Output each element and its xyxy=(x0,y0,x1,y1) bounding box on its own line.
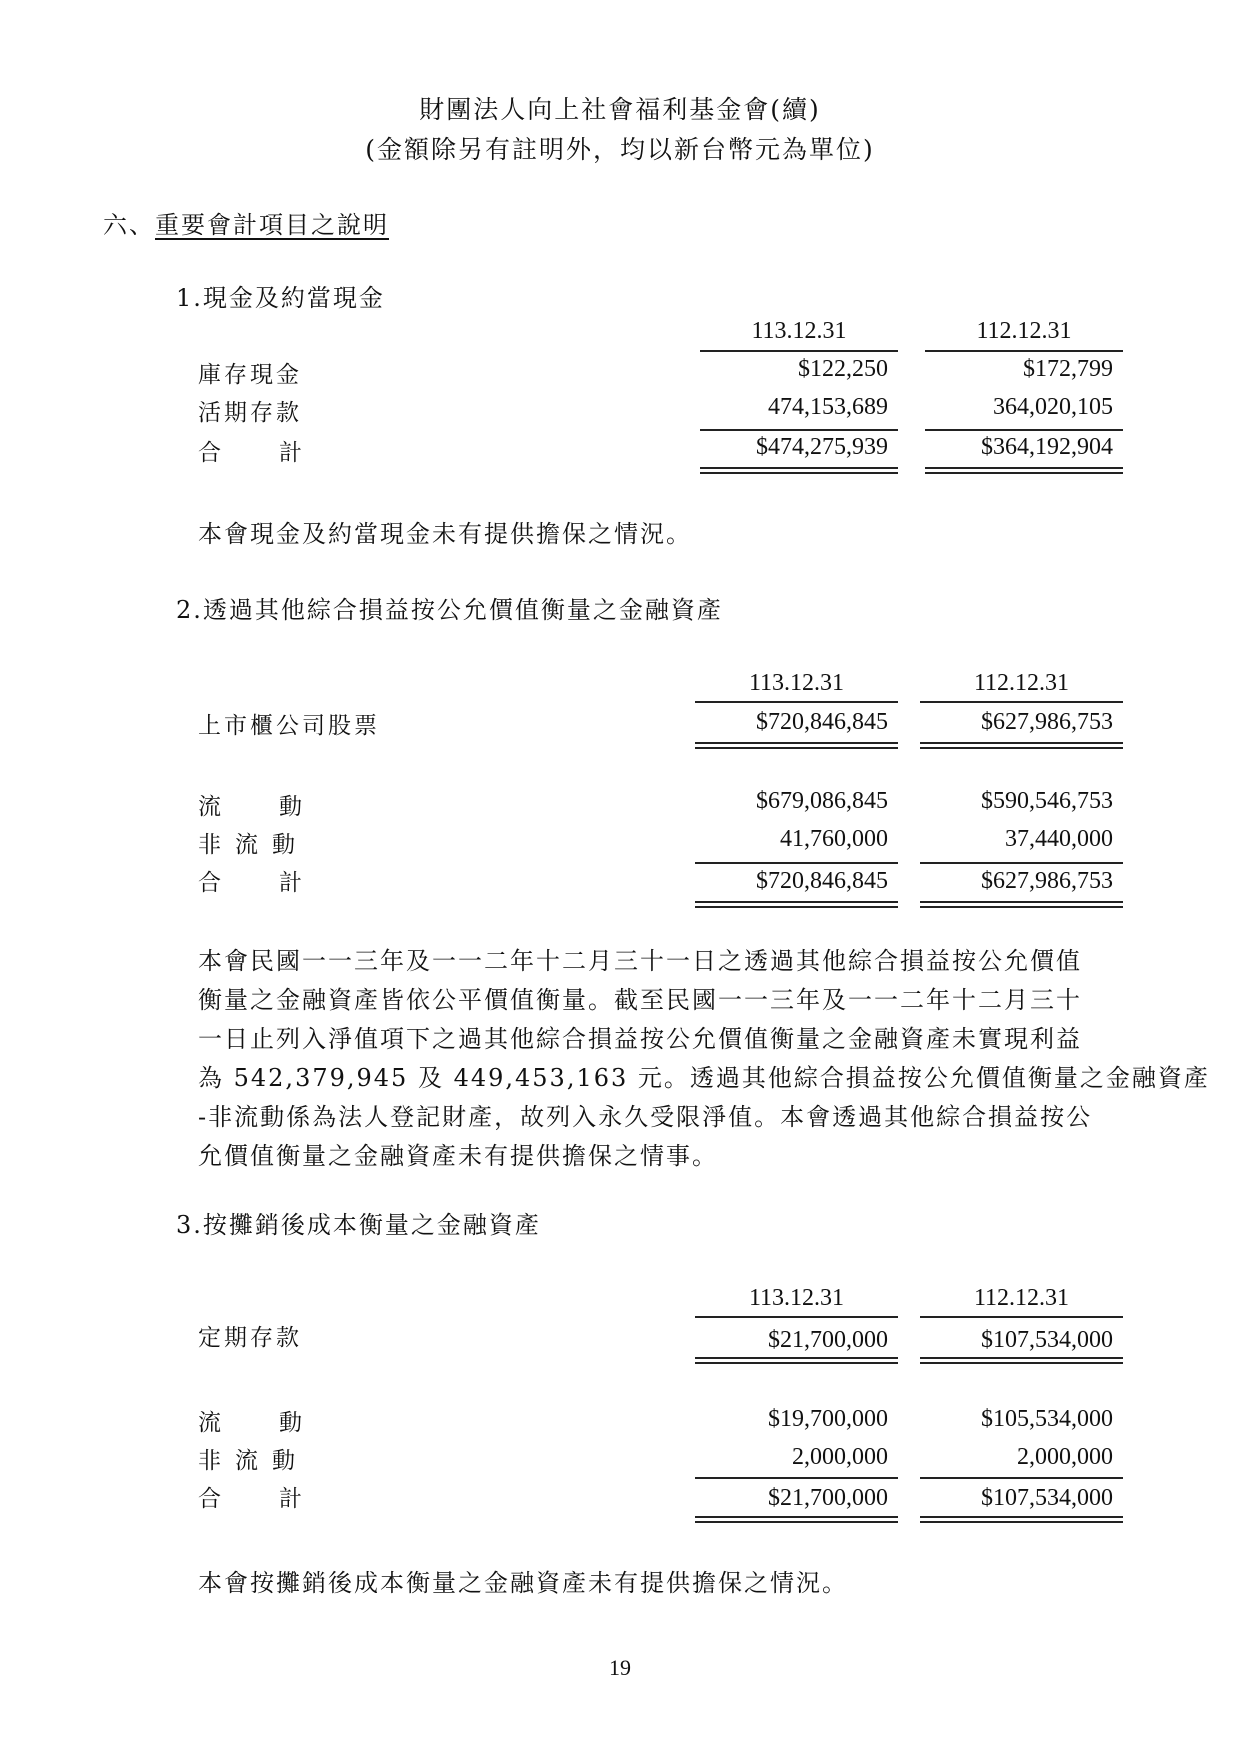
note3-noncurrent-112: 2,000,000 xyxy=(1017,1444,1113,1470)
note2-remark-line: 衡量之金融資產皆依公平價值衡量。截至民國一一三年及一一二年十二月三十 xyxy=(198,986,1082,1014)
note2-item-double-rule xyxy=(920,742,1123,749)
note1-row-value-112: $172,799 xyxy=(1023,356,1113,382)
note2-remark-line: -非流動係為法人登記財產，故列入永久受限淨值。本會透過其他綜合損益按公 xyxy=(198,1103,1093,1131)
section-heading xyxy=(103,205,389,240)
note1-total-double-rule xyxy=(925,467,1123,474)
note3-col-113: 113.12.31 xyxy=(748,1285,845,1311)
note1-header-rule xyxy=(700,350,898,352)
note3-total-double-rule xyxy=(920,1516,1123,1523)
note1-col-112: 112.12.31 xyxy=(976,318,1072,344)
note3-current-112: $105,534,000 xyxy=(981,1406,1113,1432)
note3-subtotal-rule xyxy=(920,1477,1123,1479)
note3-item-113: $21,700,000 xyxy=(768,1327,888,1353)
note2-remark xyxy=(198,942,1210,1176)
note2-noncurrent-112: 37,440,000 xyxy=(1005,826,1113,852)
note3-noncurrent-label: 非 流 動 xyxy=(198,1448,295,1474)
note1-subtotal-rule xyxy=(700,429,898,431)
note2-remark-line: 本會民國一一三年及一一二年十二月三十一日之透過其他綜合損益按公允價值 xyxy=(198,947,1082,975)
note3-header-rule xyxy=(920,1316,1123,1318)
note2-total-label: 合 計 xyxy=(198,870,302,896)
note2-item-label: 上市櫃公司股票 xyxy=(198,713,380,739)
note2-header-rule xyxy=(920,701,1123,703)
note2-header-rule xyxy=(695,701,898,703)
note2-noncurrent-113: 41,760,000 xyxy=(780,826,888,852)
note2-col-112: 112.12.31 xyxy=(973,670,1070,696)
note3-total-113: $21,700,000 xyxy=(768,1485,888,1511)
unit-note: (金額除另有註明外，均以新台幣元為單位) xyxy=(365,135,875,164)
note1-col-113: 113.12.31 xyxy=(751,318,847,344)
note1-subtotal-rule xyxy=(925,429,1123,431)
note2-noncurrent-label: 非 流 動 xyxy=(198,832,295,858)
note3-total-112: $107,534,000 xyxy=(981,1485,1113,1511)
section-prefix: 六、 xyxy=(103,211,155,239)
note3-item-double-rule xyxy=(920,1357,1123,1364)
note1-row-value-112: 364,020,105 xyxy=(993,394,1113,420)
note2-subtotal-rule xyxy=(695,862,898,864)
note2-current-113: $679,086,845 xyxy=(756,788,888,814)
note2-current-label: 流 動 xyxy=(198,794,302,820)
note1-row-label: 庫存現金 xyxy=(198,362,302,388)
note3-remark: 本會按攤銷後成本衡量之金融資產未有提供擔保之情況。 xyxy=(198,1569,848,1597)
note2-total-113: $720,846,845 xyxy=(756,868,888,894)
note1-total-label: 合 計 xyxy=(198,440,302,466)
note2-total-double-rule xyxy=(920,901,1123,908)
note1-row-value-113: 474,153,689 xyxy=(768,394,888,420)
note3-heading: 3.按攤銷後成本衡量之金融資產 xyxy=(176,1211,541,1239)
note2-remark-line: 一日止列入淨值項下之過其他綜合損益按公允價值衡量之金融資產未實現利益 xyxy=(198,1025,1082,1053)
note3-item-label: 定期存款 xyxy=(198,1325,302,1351)
note3-noncurrent-113: 2,000,000 xyxy=(792,1444,888,1470)
note2-heading: 2.透過其他綜合損益按公允價值衡量之金融資產 xyxy=(176,596,723,624)
note2-remark-line: 允價值衡量之金融資產未有提供擔保之情事。 xyxy=(198,1142,718,1170)
note2-total-double-rule xyxy=(695,901,898,908)
note2-item-double-rule xyxy=(695,742,898,749)
note2-item-113: $720,846,845 xyxy=(756,709,888,735)
note1-heading: 1.現金及約當現金 xyxy=(176,284,385,312)
note3-current-113: $19,700,000 xyxy=(768,1406,888,1432)
note3-item-double-rule xyxy=(695,1357,898,1364)
section-title: 重要會計項目之說明 xyxy=(155,211,389,239)
note3-total-label: 合 計 xyxy=(198,1486,302,1512)
note1-row-value-113: $122,250 xyxy=(798,356,888,382)
note1-total-112: $364,192,904 xyxy=(981,434,1113,460)
note1-total-double-rule xyxy=(700,467,898,474)
org-title: 財團法人向上社會福利基金會(續) xyxy=(419,95,821,124)
note2-remark-line: 為 542,379,945 及 449,453,163 元。透過其他綜合損益按公允價值衡量之金融資產 xyxy=(198,1064,1210,1092)
note2-current-112: $590,546,753 xyxy=(981,788,1113,814)
note2-total-112: $627,986,753 xyxy=(981,868,1113,894)
note3-subtotal-rule xyxy=(695,1477,898,1479)
note1-total-113: $474,275,939 xyxy=(756,434,888,460)
note1-row-label: 活期存款 xyxy=(198,400,302,426)
note1-remark: 本會現金及約當現金未有提供擔保之情況。 xyxy=(198,520,692,548)
note3-total-double-rule xyxy=(695,1516,898,1523)
note3-header-rule xyxy=(695,1316,898,1318)
note2-item-112: $627,986,753 xyxy=(981,709,1113,735)
note3-item-112: $107,534,000 xyxy=(981,1327,1113,1353)
note1-header-rule xyxy=(925,350,1123,352)
note3-col-112: 112.12.31 xyxy=(973,1285,1070,1311)
page-number: 19 xyxy=(609,1655,631,1680)
note2-col-113: 113.12.31 xyxy=(748,670,845,696)
note3-current-label: 流 動 xyxy=(198,1410,302,1436)
note2-subtotal-rule xyxy=(920,862,1123,864)
